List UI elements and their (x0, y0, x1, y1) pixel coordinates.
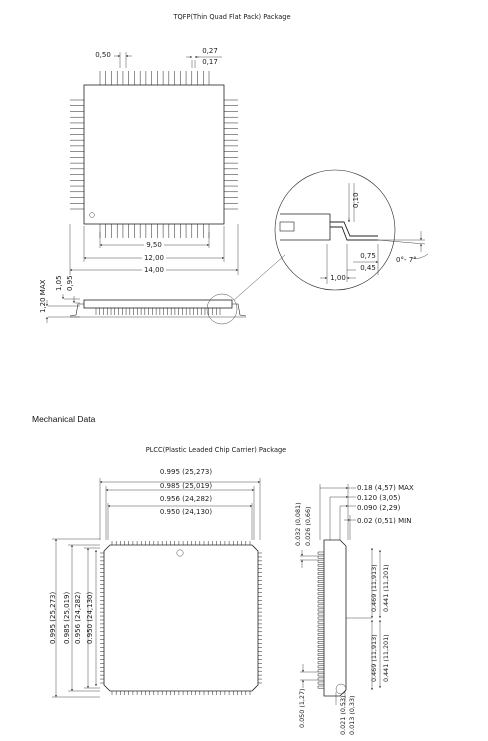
j-lead (318, 666, 324, 668)
j-lead (318, 613, 324, 615)
j-lead (318, 637, 324, 639)
plcc-dim-c2: 0.441 (11,201) (382, 564, 390, 612)
dim-lead-width-min: 0,17 (202, 58, 218, 66)
plcc-dim-c3: 0.469 (11,913) (370, 634, 378, 682)
j-lead (318, 552, 324, 554)
j-lead (318, 633, 324, 635)
j-lead (318, 584, 324, 586)
plcc-dim-h1: 0.995 (25,273) (49, 591, 57, 644)
dim-lead-width-max: 0,27 (202, 47, 218, 55)
plcc-dim-w2: 0.985 (25,019) (159, 482, 213, 490)
plcc-dim-s3: 0.090 (2,29) (357, 504, 401, 512)
j-lead (318, 597, 324, 599)
j-lead (318, 678, 324, 680)
j-lead (318, 564, 324, 566)
j-lead (318, 645, 324, 647)
plcc-dim-s1: 0.18 (4,57) MAX (357, 484, 414, 492)
dim-span-outer: 14,00 (143, 266, 165, 274)
j-lead (318, 658, 324, 660)
plcc-dim-lead1: 0.021 (0,53) (339, 695, 347, 735)
plcc-dim-c4: 0.441 (11,201) (382, 634, 390, 682)
plcc-dim-h2: 0.985 (25,019) (63, 591, 71, 644)
plcc-width-dimensions (100, 468, 260, 540)
j-lead (318, 649, 324, 651)
j-lead (318, 686, 324, 688)
plcc-dim-w1: 0.995 (25,273) (159, 468, 213, 476)
tqfp-lead-detail (275, 170, 428, 290)
tqfp-top-dimensions (95, 47, 222, 68)
tqfp-side-view (70, 255, 285, 324)
plcc-dim-h3: 0.956 (24,282) (74, 591, 82, 644)
dim-height-b: 0,95 (66, 275, 74, 291)
j-lead (318, 556, 324, 558)
j-lead (318, 593, 324, 595)
j-lead (318, 560, 324, 562)
j-lead (318, 662, 324, 664)
j-lead (318, 609, 324, 611)
plcc-dim-lead2: 0.013 (0,33) (348, 695, 356, 735)
tqfp-title: TQFP(Thin Quad Flat Pack) Package (173, 13, 291, 21)
dim-foot-b: 0,45 (360, 264, 376, 272)
tqfp-width-dimensions (70, 224, 238, 275)
j-lead (318, 629, 324, 631)
plcc-dim-p2: 0.026 (0,66) (304, 506, 312, 546)
dim-detail-thickness: 0,10 (352, 192, 360, 208)
plcc-dim-w4: 0.950 (24,130) (159, 508, 213, 516)
plcc-dim-h4: 0.950 (24,130) (86, 591, 94, 644)
j-lead (318, 572, 324, 574)
j-lead (318, 576, 324, 578)
dim-height-max: 1,20 MAX (39, 279, 47, 313)
tqfp-height-dimensions (39, 275, 80, 323)
j-lead (318, 601, 324, 603)
dim-height-a: 1,05 (55, 275, 63, 291)
j-lead (318, 617, 324, 619)
tqfp-top-view (70, 71, 238, 238)
dim-body: 12,00 (143, 254, 165, 262)
j-lead (318, 674, 324, 676)
j-lead (318, 670, 324, 672)
mechanical-data-heading: Mechanical Data (32, 414, 96, 424)
j-lead (318, 682, 324, 684)
plcc-dim-s2: 0.120 (3,05) (357, 494, 401, 502)
plcc-side-view (294, 484, 414, 735)
dim-foot-a: 0,75 (360, 252, 376, 260)
plcc-dim-pitch: 0.050 (1,27) (298, 688, 306, 728)
plcc-dim-c1: 0.469 (11,913) (370, 564, 378, 612)
j-lead (318, 641, 324, 643)
dim-angle: 0°- 7° (396, 256, 417, 264)
plcc-dim-s4: 0.02 (0,51) MIN (357, 517, 412, 525)
plcc-dim-p1: 0.032 (0,081) (294, 502, 302, 546)
j-lead (318, 568, 324, 570)
j-lead (318, 589, 324, 591)
plcc-top-view (100, 541, 262, 695)
j-lead (318, 605, 324, 607)
j-lead (318, 580, 324, 582)
plcc-title: PLCC(Plastic Leaded Chip Carrier) Package (145, 446, 287, 454)
j-lead (318, 654, 324, 656)
j-lead (318, 621, 324, 623)
plcc-dim-w3: 0.956 (24,282) (159, 495, 213, 503)
j-lead (318, 625, 324, 627)
dim-foot-length: 1,00 (330, 274, 346, 282)
dim-span-inner: 9,50 (146, 241, 162, 249)
dim-pin-pitch: 0,50 (95, 51, 111, 59)
plcc-height-dimensions (49, 539, 100, 697)
